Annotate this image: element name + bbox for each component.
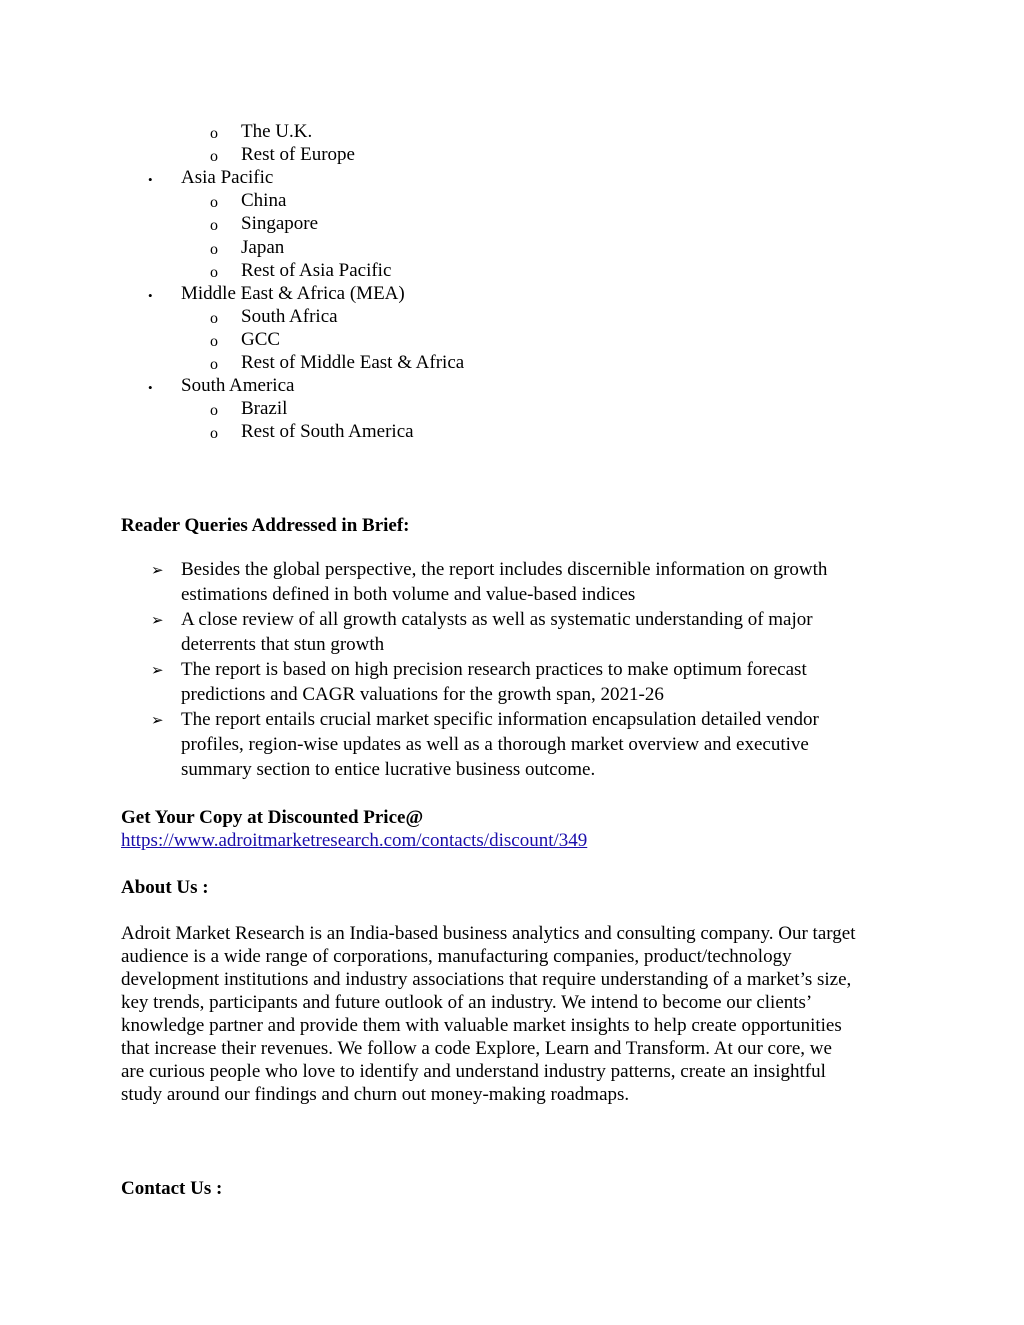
- sub-bullet-icon: o: [210, 332, 218, 350]
- discount-heading: Get Your Copy at Discounted Price@: [121, 807, 424, 828]
- sub-bullet-icon: o: [210, 148, 218, 166]
- query-item: The report entails crucial market specific information encapsulation detailed vendor profiles, region-wise updates as well as a thorough market overview and executive summary section to entice lucrative business outcome.: [181, 709, 819, 780]
- sub-bullet-icon: o: [210, 194, 218, 212]
- region-group-label: Asia Pacific: [181, 167, 274, 189]
- region-item-label: GCC: [241, 328, 281, 350]
- contact-heading: Contact Us :: [121, 1178, 223, 1199]
- region-group-label: South America: [181, 375, 295, 397]
- region-item-label: The U.K.: [241, 121, 313, 142]
- region-item-label: South Africa: [241, 305, 338, 327]
- about-line: key trends, participants and future outlook of an industry. We intend to become our clients’: [121, 992, 813, 1013]
- bullet-icon: •: [148, 380, 153, 396]
- bullet-icon: •: [148, 172, 153, 188]
- about-heading: About Us :: [121, 877, 209, 898]
- discount-link[interactable]: https://www.adroitmarketresearch.com/contacts/discount/349: [121, 830, 588, 851]
- sub-bullet-icon: o: [210, 356, 218, 373]
- region-item-label: Rest of Asia Pacific: [241, 259, 392, 281]
- sub-bullet-icon: o: [210, 402, 218, 420]
- sub-bullet-icon: o: [210, 263, 218, 281]
- region-item-label: China: [241, 190, 287, 212]
- region-item-label: Brazil: [241, 398, 288, 420]
- sub-bullet-icon: o: [210, 309, 218, 327]
- about-line: development institutions and industry associations that require understanding of a market’s size,: [121, 969, 852, 990]
- about-line: that increase their revenues. We follow a code Explore, Learn and Transform. At our core, we: [121, 1038, 832, 1059]
- about-line: knowledge partner and provide them with valuable market insights to help create opportunities: [121, 1015, 842, 1036]
- region-item-label: Rest of Middle East & Africa: [241, 352, 465, 373]
- arrow-bullet-icon: ➢: [151, 611, 164, 629]
- region-item-label: Japan: [241, 236, 285, 258]
- arrow-bullet-icon: ➢: [151, 711, 164, 729]
- about-line: are curious people who love to identify and understand industry patterns, create an insightful: [121, 1061, 826, 1082]
- arrow-bullet-icon: ➢: [151, 661, 164, 679]
- arrow-bullet-icon: ➢: [151, 561, 164, 579]
- about-line: Adroit Market Research is an India-based business analytics and consulting company. Our target: [121, 923, 856, 944]
- sub-bullet-icon: o: [210, 240, 218, 258]
- reader-queries-heading: Reader Queries Addressed in Brief:: [121, 515, 410, 536]
- bullet-icon: •: [148, 287, 153, 303]
- query-item: Besides the global perspective, the report includes discernible information on growth estimations defined in both volume and value-based indices: [181, 559, 828, 605]
- about-line: audience is a wide range of corporations, manufacturing companies, product/technology: [121, 946, 792, 967]
- sub-bullet-icon: o: [210, 125, 218, 142]
- about-line: study around our findings and churn out money-making roadmaps.: [121, 1084, 630, 1105]
- region-group-label: Middle East & Africa (MEA): [181, 282, 405, 304]
- sub-bullet-icon: o: [210, 425, 218, 443]
- sub-bullet-icon: o: [210, 217, 218, 235]
- query-item: A close review of all growth catalysts as well as systematic understanding of major deterrents that stun growth: [181, 609, 813, 655]
- region-item-label: Singapore: [241, 213, 319, 235]
- region-item-label: Rest of South America: [241, 421, 414, 443]
- query-item: The report is based on high precision research practices to make optimum forecast predictions and CAGR valuations for the growth span, 2021-26: [181, 659, 807, 705]
- region-item-label: Rest of Europe: [241, 144, 355, 166]
